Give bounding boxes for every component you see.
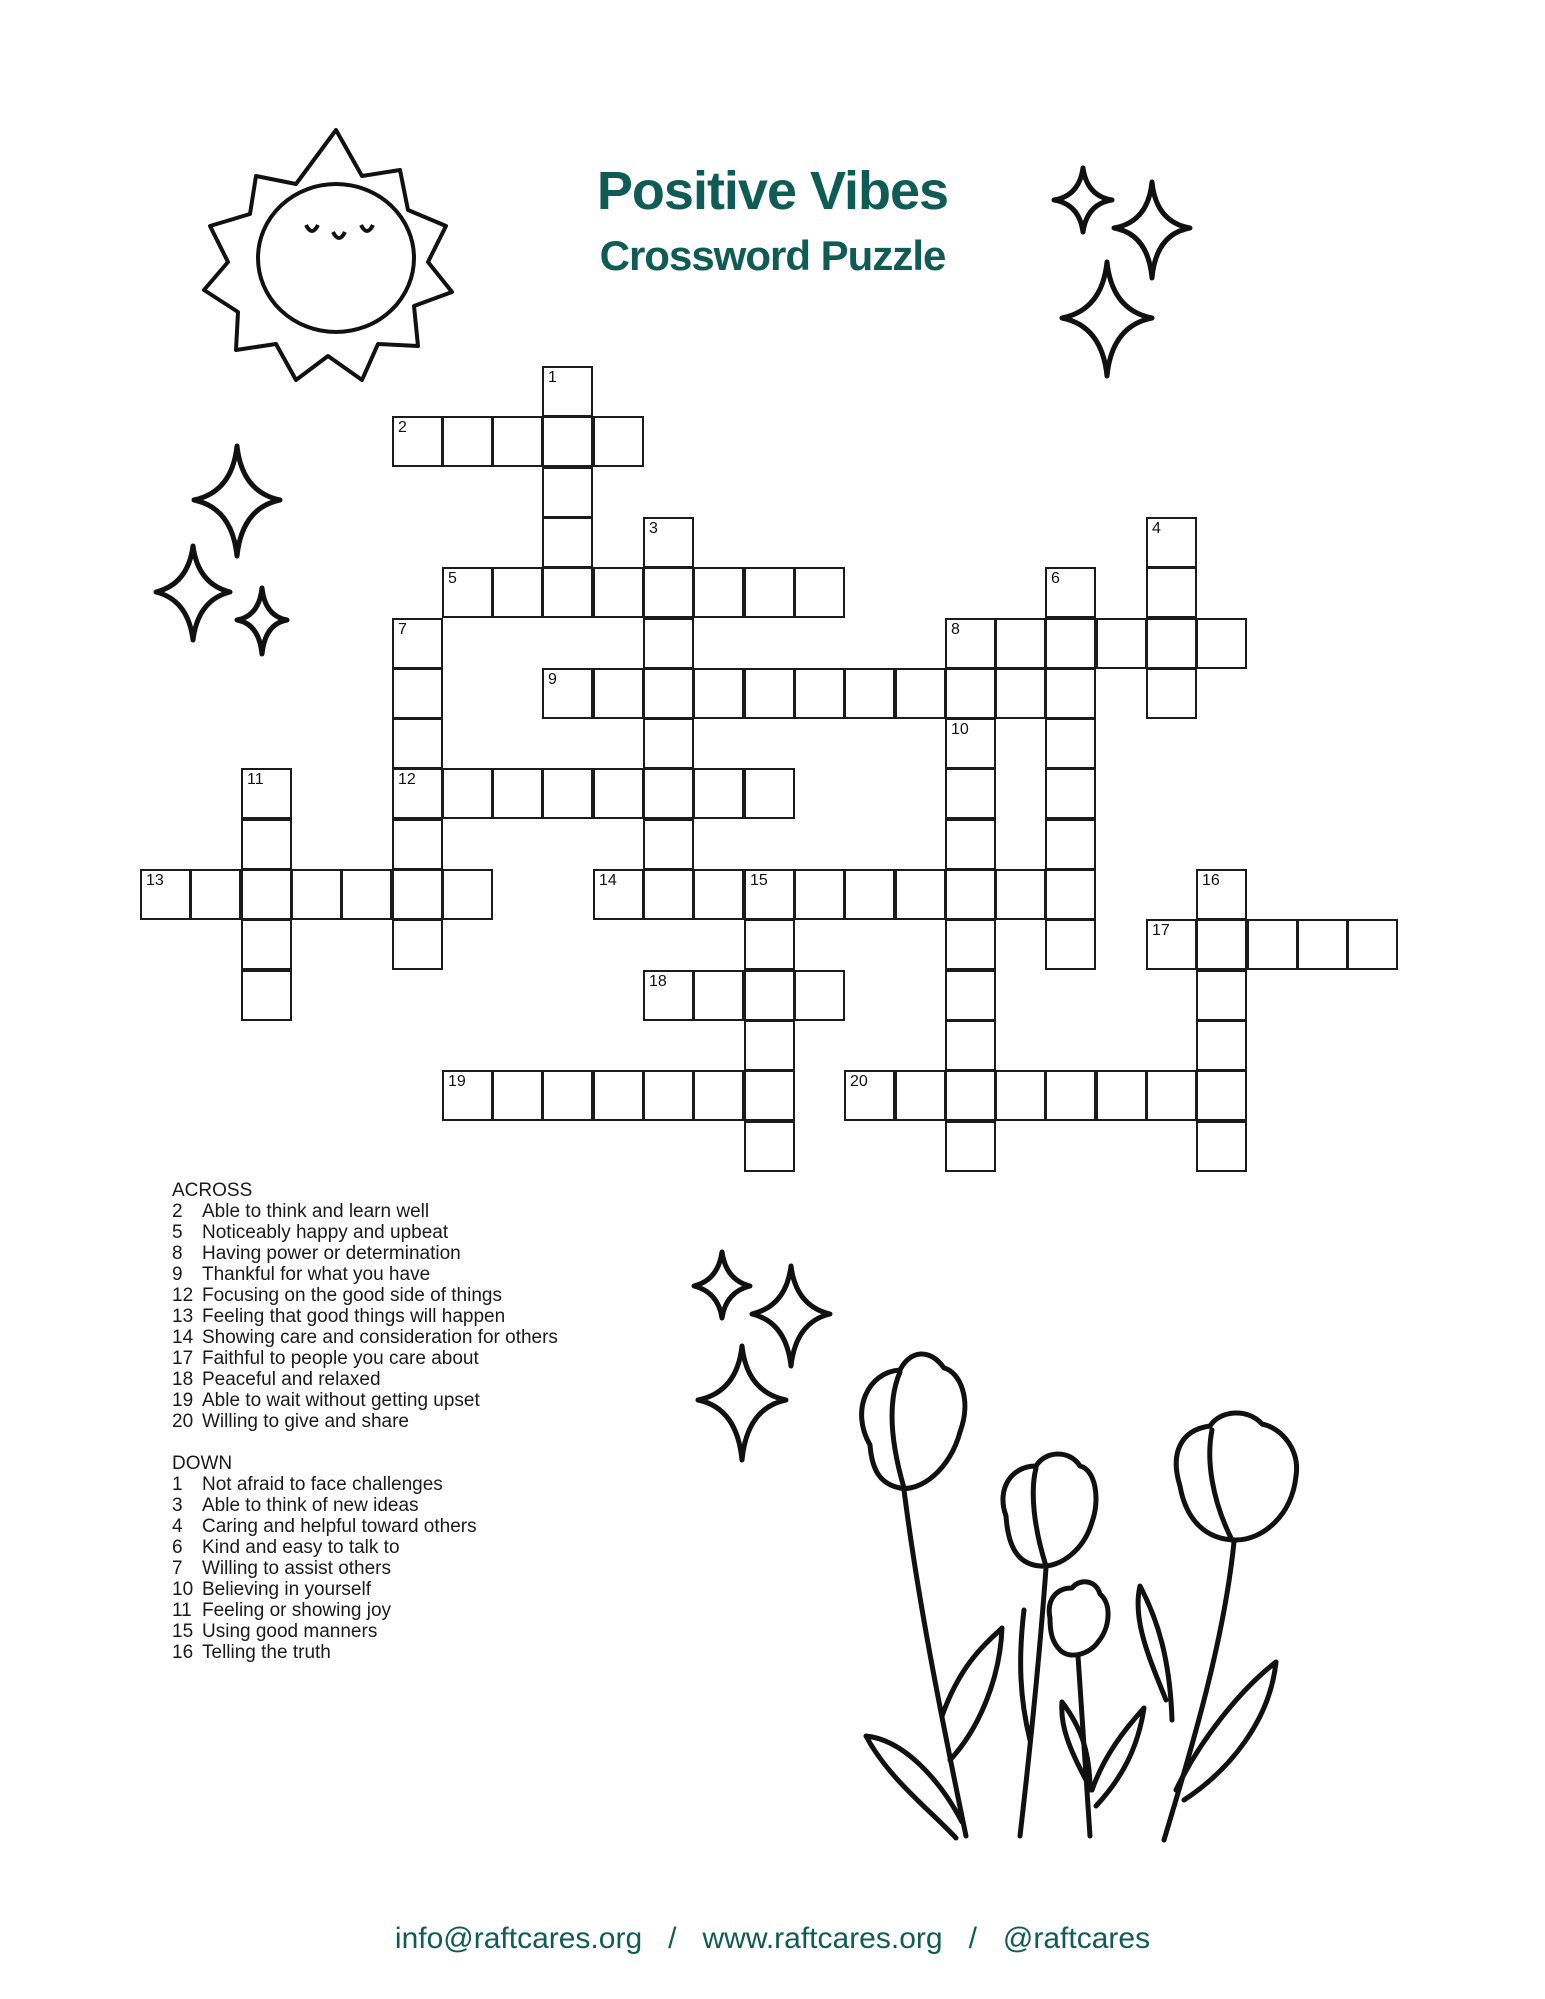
crossword-cell[interactable] xyxy=(643,718,694,769)
crossword-cell[interactable] xyxy=(392,618,443,669)
cell-number: 8 xyxy=(951,621,960,638)
crossword-cell[interactable] xyxy=(1196,970,1247,1021)
down-clue xyxy=(172,1579,558,1600)
crossword-cell[interactable] xyxy=(945,618,996,669)
crossword-cell[interactable] xyxy=(392,768,443,819)
across-clue xyxy=(172,1264,558,1285)
cell-number: 18 xyxy=(649,973,667,990)
down-clue xyxy=(172,1474,558,1495)
footer-email[interactable]: info@raftcares.org xyxy=(394,1922,643,1955)
clue-number: 13 xyxy=(172,1306,194,1327)
crossword-cell[interactable] xyxy=(542,668,593,719)
crossword-cell[interactable] xyxy=(593,768,644,819)
page-subtitle: Crossword Puzzle xyxy=(599,232,946,279)
crossword-cell[interactable] xyxy=(744,1121,795,1172)
crossword-cell[interactable] xyxy=(643,970,694,1021)
crossword-cell[interactable] xyxy=(693,668,744,719)
clue-text: Using good manners xyxy=(202,1621,378,1642)
crossword-cell[interactable] xyxy=(593,668,644,719)
crossword-cell[interactable] xyxy=(1196,1070,1247,1121)
clue-number: 5 xyxy=(172,1222,183,1243)
crossword-cell[interactable] xyxy=(492,416,543,467)
crossword-cell[interactable] xyxy=(1045,869,1096,920)
clue-text: Willing to give and share xyxy=(202,1411,409,1432)
crossword-cell[interactable] xyxy=(794,668,845,719)
crossword-cell[interactable] xyxy=(945,768,996,819)
clue-number: 9 xyxy=(172,1264,183,1285)
cell-number: 3 xyxy=(649,520,658,537)
crossword-cell[interactable] xyxy=(1045,618,1096,669)
crossword-cell[interactable] xyxy=(1347,919,1398,970)
crossword-cell[interactable] xyxy=(140,869,191,920)
clue-text: Showing care and consideration for others xyxy=(202,1327,558,1348)
clue-text: Thankful for what you have xyxy=(202,1264,431,1285)
cell-number: 17 xyxy=(1152,922,1170,939)
crossword-cell[interactable] xyxy=(542,366,593,417)
crossword-cell[interactable] xyxy=(1196,1121,1247,1172)
crossword-cell[interactable] xyxy=(844,668,895,719)
down-clue xyxy=(172,1642,558,1663)
crossword-cell[interactable] xyxy=(1045,718,1096,769)
crossword-cell[interactable] xyxy=(844,869,895,920)
crossword-cell[interactable] xyxy=(744,1020,795,1071)
clue-text: Caring and helpful toward others xyxy=(202,1516,477,1537)
clue-number: 15 xyxy=(172,1621,194,1642)
crossword-cell[interactable] xyxy=(744,919,795,970)
clue-number: 20 xyxy=(172,1411,194,1432)
crossword-cell[interactable] xyxy=(744,869,795,920)
clue-number: 2 xyxy=(172,1201,183,1222)
crossword-cell[interactable] xyxy=(241,919,292,970)
crossword-cell[interactable] xyxy=(1196,618,1247,669)
crossword-cell[interactable] xyxy=(392,416,443,467)
crossword-cell[interactable] xyxy=(693,869,744,920)
crossword-cell[interactable] xyxy=(643,1070,694,1121)
cell-number: 14 xyxy=(599,872,617,889)
crossword-cell[interactable] xyxy=(442,1070,493,1121)
crossword-cell[interactable] xyxy=(291,869,342,920)
cell-number: 16 xyxy=(1202,872,1220,889)
across-heading: ACROSS xyxy=(172,1180,253,1201)
crossword-cell[interactable] xyxy=(593,1070,644,1121)
crossword-cell[interactable] xyxy=(945,1070,996,1121)
across-clue xyxy=(172,1411,558,1432)
clue-text: Able to think of new ideas xyxy=(202,1495,419,1516)
clue-text: Believing in yourself xyxy=(202,1579,371,1600)
crossword-cell[interactable] xyxy=(392,819,443,870)
clue-text: Peaceful and relaxed xyxy=(202,1369,381,1390)
crossword-cell[interactable] xyxy=(1096,1070,1147,1121)
down-clue xyxy=(172,1537,558,1558)
footer-separator: / xyxy=(968,1922,977,1955)
crossword-cell[interactable] xyxy=(693,1070,744,1121)
crossword-cell[interactable] xyxy=(744,567,795,618)
crossword-cell[interactable] xyxy=(895,668,946,719)
crossword-cell[interactable] xyxy=(542,768,593,819)
cell-number: 12 xyxy=(398,771,416,788)
crossword-cell[interactable] xyxy=(241,819,292,870)
across-clue xyxy=(172,1201,558,1222)
cell-number: 7 xyxy=(398,621,407,638)
crossword-cell[interactable] xyxy=(542,416,593,467)
clue-number: 4 xyxy=(172,1516,183,1537)
crossword-cell[interactable] xyxy=(744,668,795,719)
crossword-cell[interactable] xyxy=(693,970,744,1021)
crossword-cell[interactable] xyxy=(643,517,694,568)
down-clue xyxy=(172,1516,558,1537)
crossword-cell[interactable] xyxy=(1045,567,1096,618)
crossword-cell[interactable] xyxy=(693,567,744,618)
crossword-cell[interactable] xyxy=(895,1070,946,1121)
crossword-cell[interactable] xyxy=(1045,768,1096,819)
crossword-cell[interactable] xyxy=(492,768,543,819)
crossword-cell[interactable] xyxy=(442,416,493,467)
clue-number: 1 xyxy=(172,1474,183,1495)
across-clue xyxy=(172,1222,558,1243)
crossword-cell[interactable] xyxy=(1196,869,1247,920)
crossword-cell[interactable] xyxy=(945,819,996,870)
cell-number: 2 xyxy=(398,419,407,436)
across-clue xyxy=(172,1327,558,1348)
crossword-cell[interactable] xyxy=(241,869,292,920)
clue-number: 18 xyxy=(172,1369,194,1390)
crossword-cell[interactable] xyxy=(945,1020,996,1071)
crossword-cell[interactable] xyxy=(542,1070,593,1121)
clue-text: Faithful to people you care about xyxy=(202,1348,479,1369)
clue-number: 3 xyxy=(172,1495,183,1516)
across-clue-list xyxy=(172,1201,558,1432)
crossword-cell[interactable] xyxy=(995,1070,1046,1121)
cell-number: 6 xyxy=(1051,570,1060,587)
crossword-cell[interactable] xyxy=(1146,517,1197,568)
clue-text: Having power or determination xyxy=(202,1243,461,1264)
cell-number: 9 xyxy=(548,671,557,688)
crossword-cell[interactable] xyxy=(744,1070,795,1121)
crossword-cell[interactable] xyxy=(1297,919,1348,970)
clue-number: 12 xyxy=(172,1285,194,1306)
crossword-cell[interactable] xyxy=(492,1070,543,1121)
across-clue xyxy=(172,1369,558,1390)
footer-contact xyxy=(0,1922,1545,1956)
footer-handle[interactable]: @raftcares xyxy=(1002,1922,1151,1955)
crossword-cell[interactable] xyxy=(1045,668,1096,719)
down-clue xyxy=(172,1558,558,1579)
cell-number: 11 xyxy=(247,771,264,788)
clue-number: 19 xyxy=(172,1390,194,1411)
clue-text: Able to think and learn well xyxy=(202,1201,430,1222)
across-clue xyxy=(172,1390,558,1411)
crossword-cell[interactable] xyxy=(241,768,292,819)
clue-text: Telling the truth xyxy=(202,1642,331,1663)
clue-text: Feeling that good things will happen xyxy=(202,1306,506,1327)
crossword-cell[interactable] xyxy=(844,1070,895,1121)
crossword-cell[interactable] xyxy=(794,567,845,618)
cell-number: 13 xyxy=(146,872,164,889)
crossword-cell[interactable] xyxy=(492,567,543,618)
across-clue xyxy=(172,1348,558,1369)
clue-number: 10 xyxy=(172,1579,194,1600)
cell-number: 4 xyxy=(1152,520,1161,537)
crossword-cell[interactable] xyxy=(593,567,644,618)
crossword-cell[interactable] xyxy=(1146,567,1197,618)
down-heading: DOWN xyxy=(172,1453,233,1474)
down-clue-list xyxy=(172,1474,558,1663)
crossword-cell[interactable] xyxy=(542,517,593,568)
crossword-cell[interactable] xyxy=(1146,618,1197,669)
crossword-cell[interactable] xyxy=(945,668,996,719)
clue-text: Focusing on the good side of things xyxy=(202,1285,502,1306)
cell-number: 20 xyxy=(850,1073,868,1090)
crossword-cell[interactable] xyxy=(392,668,443,719)
crossword-cell[interactable] xyxy=(794,869,845,920)
crossword-cell[interactable] xyxy=(1096,618,1147,669)
crossword-cell[interactable] xyxy=(643,668,694,719)
clue-text: Willing to assist others xyxy=(202,1558,392,1579)
clue-number: 11 xyxy=(172,1600,192,1621)
crossword-cell[interactable] xyxy=(1146,919,1197,970)
crossword-cell[interactable] xyxy=(1196,919,1247,970)
page-title: Positive Vibes xyxy=(596,161,949,221)
clue-text: Feeling or showing joy xyxy=(202,1600,392,1621)
crossword-cell[interactable] xyxy=(1247,919,1298,970)
crossword-cell[interactable] xyxy=(190,869,241,920)
crossword-cell[interactable] xyxy=(392,718,443,769)
down-clue xyxy=(172,1600,558,1621)
down-clue xyxy=(172,1495,558,1516)
clue-text: Noticeably happy and upbeat xyxy=(202,1222,449,1243)
clue-number: 17 xyxy=(172,1348,194,1369)
crossword-cell[interactable] xyxy=(995,869,1046,920)
footer-separator: / xyxy=(668,1922,677,1955)
clue-number: 16 xyxy=(172,1642,194,1663)
crossword-cell[interactable] xyxy=(442,768,493,819)
crossword-cell[interactable] xyxy=(643,819,694,870)
across-clue xyxy=(172,1306,558,1327)
footer-website[interactable]: www.raftcares.org xyxy=(702,1922,943,1955)
crossword-cell[interactable] xyxy=(1045,819,1096,870)
crossword-cell[interactable] xyxy=(643,567,694,618)
crossword-cell[interactable] xyxy=(593,416,644,467)
cell-number: 10 xyxy=(951,721,969,738)
cell-number: 5 xyxy=(448,570,457,587)
crossword-cell[interactable] xyxy=(341,869,392,920)
crossword-cell[interactable] xyxy=(995,618,1046,669)
crossword-cell[interactable] xyxy=(945,718,996,769)
clue-text: Able to wait without getting upset xyxy=(202,1390,480,1411)
clue-number: 7 xyxy=(172,1558,183,1579)
crossword-cell[interactable] xyxy=(593,869,644,920)
crossword-cell[interactable] xyxy=(1146,668,1197,719)
crossword-cell[interactable] xyxy=(392,919,443,970)
cell-number: 19 xyxy=(448,1073,466,1090)
cell-number: 15 xyxy=(750,872,768,889)
crossword-cell[interactable] xyxy=(542,467,593,518)
crossword-cell[interactable] xyxy=(241,970,292,1021)
crossword-cell[interactable] xyxy=(1146,1070,1197,1121)
crossword-cell[interactable] xyxy=(693,768,744,819)
crossword-cell[interactable] xyxy=(643,768,694,819)
crossword-cell[interactable] xyxy=(744,970,795,1021)
crossword-cell[interactable] xyxy=(442,567,493,618)
clue-number: 14 xyxy=(172,1327,194,1348)
cell-number: 1 xyxy=(548,369,557,386)
clue-number: 6 xyxy=(172,1537,183,1558)
crossword-cell[interactable] xyxy=(1196,1020,1247,1071)
crossword-cell[interactable] xyxy=(643,869,694,920)
crossword-cell[interactable] xyxy=(945,869,996,920)
crossword-cell[interactable] xyxy=(794,970,845,1021)
crossword-cell[interactable] xyxy=(392,869,443,920)
crossword-cell[interactable] xyxy=(542,567,593,618)
crossword-cell[interactable] xyxy=(995,668,1046,719)
crossword-cell[interactable] xyxy=(945,970,996,1021)
crossword-cell[interactable] xyxy=(1045,919,1096,970)
clue-text: Not afraid to face challenges xyxy=(202,1474,443,1495)
crossword-cell[interactable] xyxy=(744,768,795,819)
crossword-cell[interactable] xyxy=(945,919,996,970)
across-clue xyxy=(172,1243,558,1264)
down-clue xyxy=(172,1621,558,1642)
clues-section xyxy=(172,1180,558,1663)
clue-number: 8 xyxy=(172,1243,183,1264)
crossword-cell[interactable] xyxy=(442,869,493,920)
crossword-cell[interactable] xyxy=(1045,1070,1096,1121)
crossword-cell[interactable] xyxy=(945,1121,996,1172)
across-clue xyxy=(172,1285,558,1306)
clue-text: Kind and easy to talk to xyxy=(202,1537,400,1558)
crossword-cell[interactable] xyxy=(895,869,946,920)
crossword-cell[interactable] xyxy=(643,618,694,669)
